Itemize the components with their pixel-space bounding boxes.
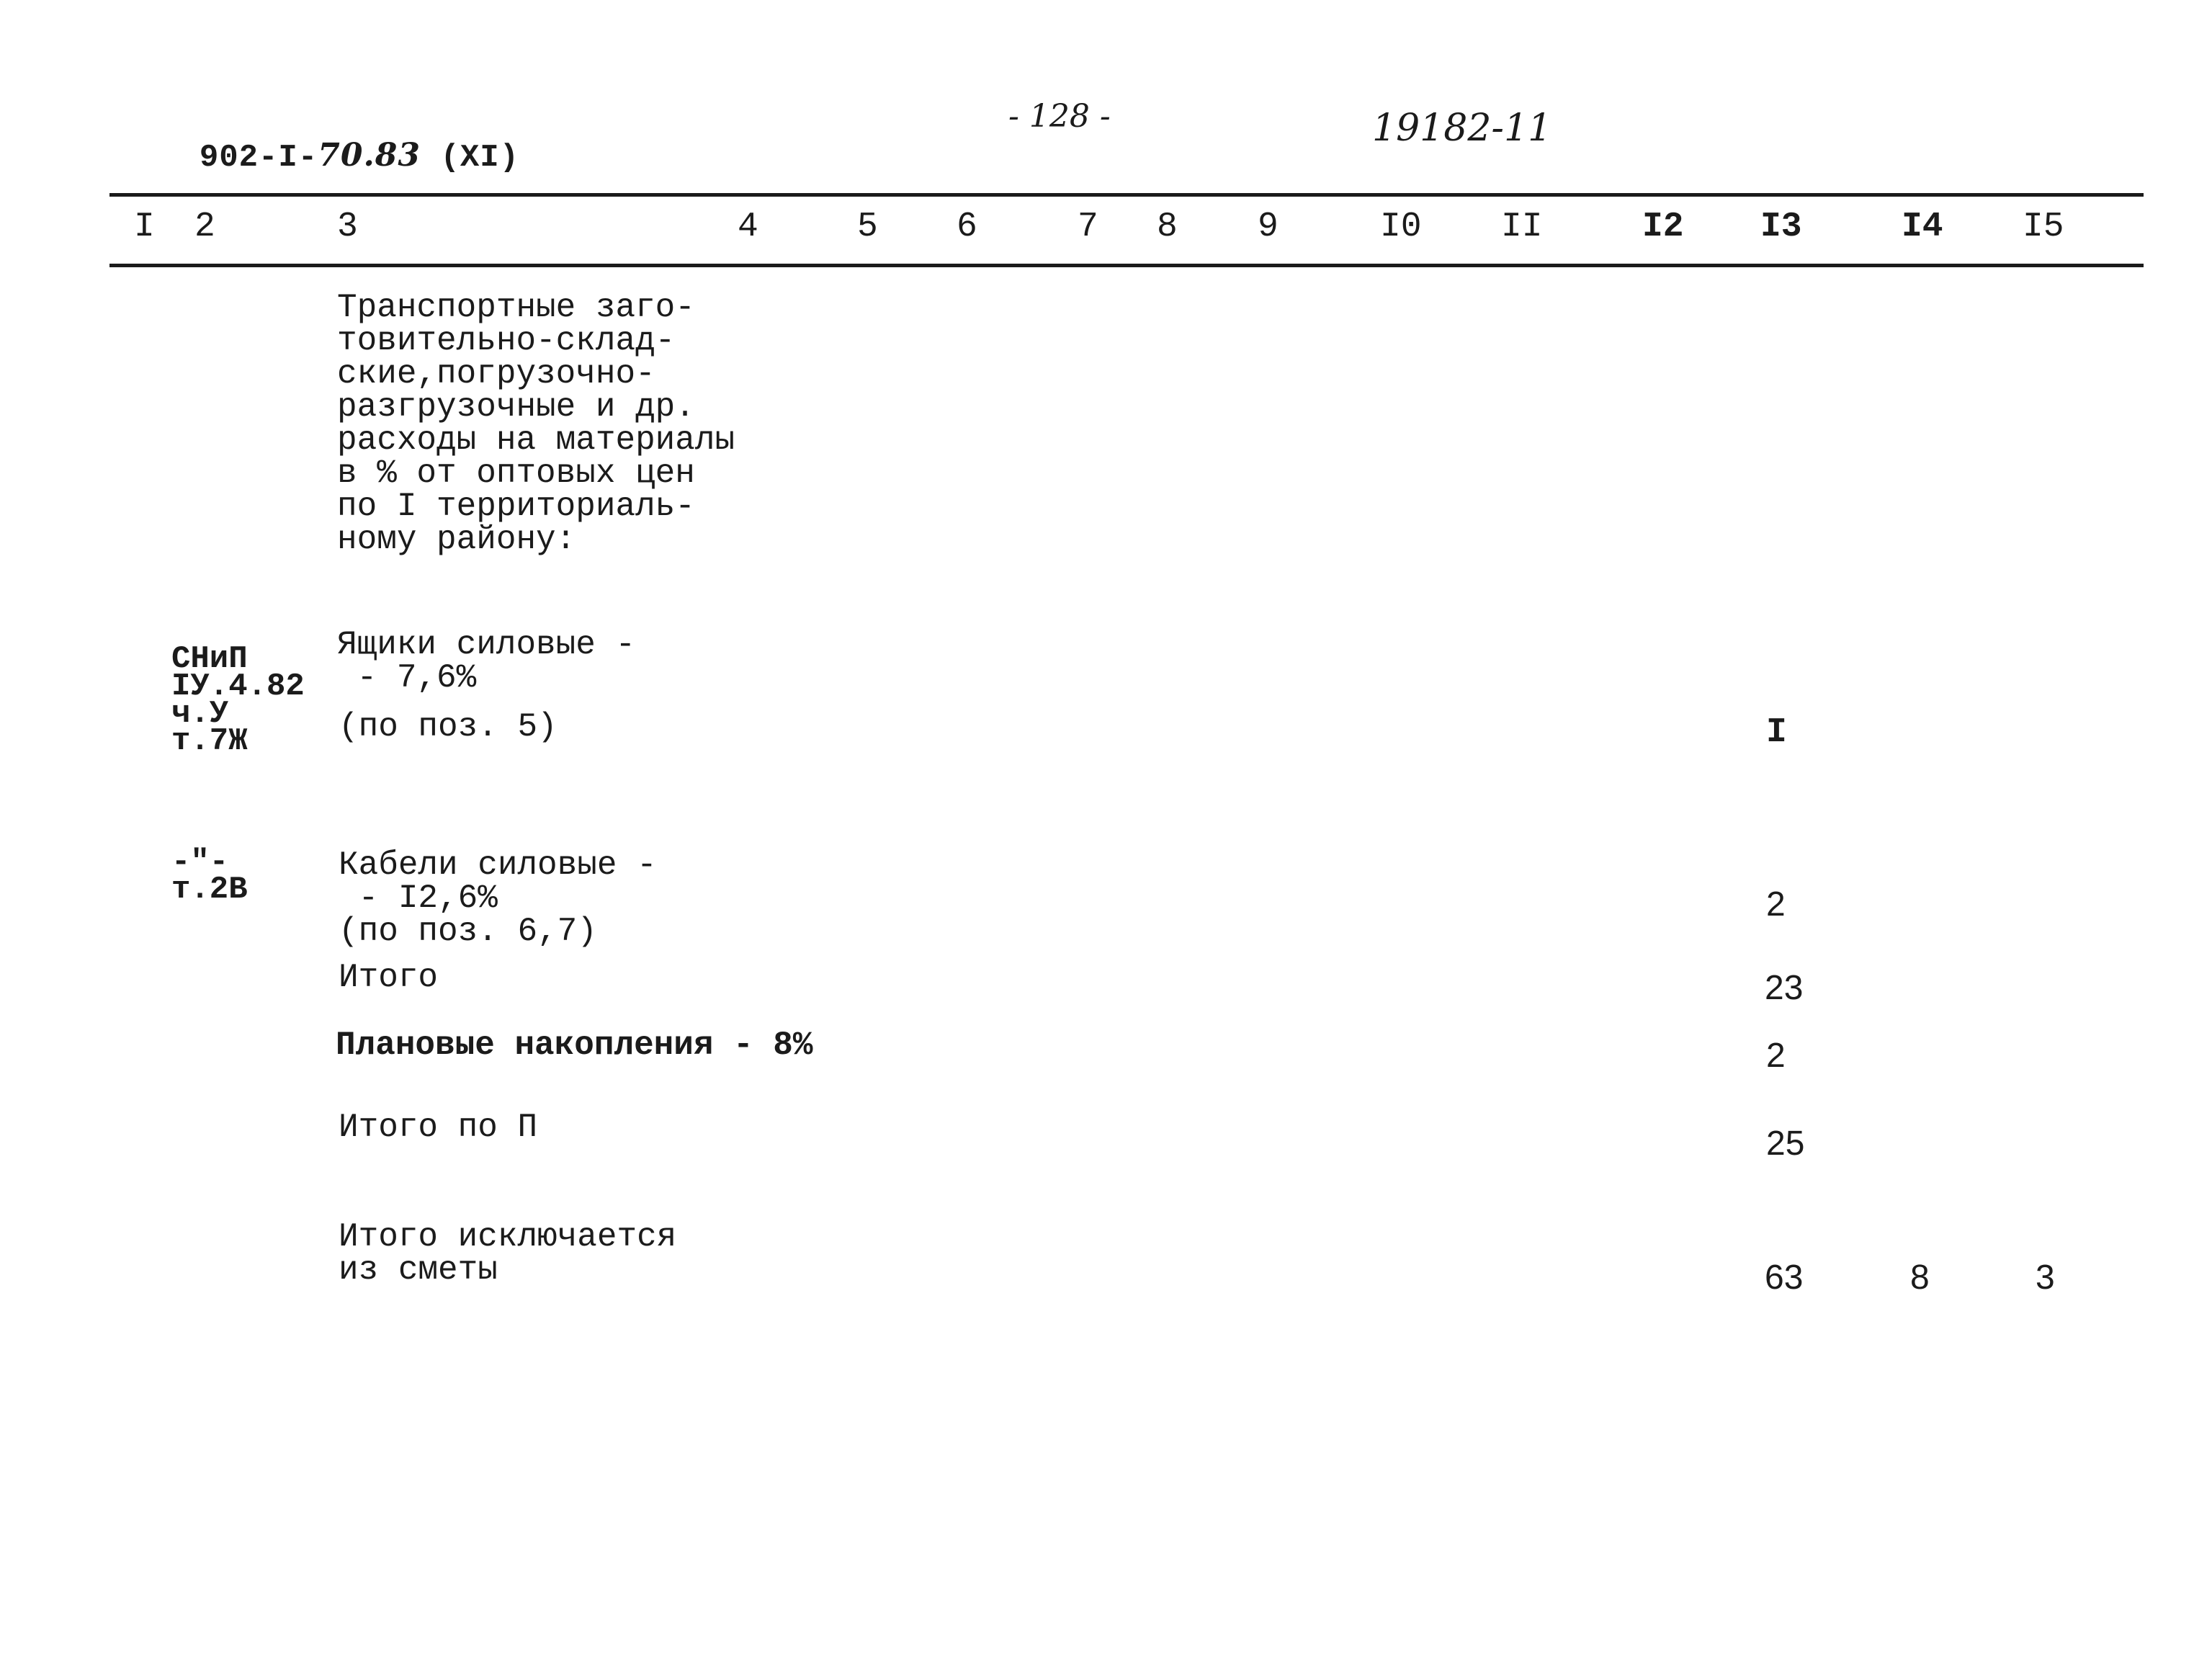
- boxes-col13-value: I: [1766, 713, 1787, 752]
- total-ii-col13-value: 25: [1766, 1124, 1805, 1163]
- subtotal-label: Итого: [339, 959, 439, 996]
- document-code: [160, 101, 519, 176]
- overhead-description: Транспортные заго- товительно-склад- ские,погрузочно- разгрузочные и др. расходы на материалы в % от оптовых цен по I территориаль- ному району:: [337, 289, 735, 558]
- planned-label: Плановые накопления - 8%: [336, 1027, 813, 1064]
- column-number-10: I0: [1380, 207, 1422, 246]
- column-number-11: II: [1501, 207, 1543, 246]
- excluded-col15-value: 3: [2036, 1258, 2055, 1297]
- column-number-3: 3: [337, 207, 358, 246]
- document-part: (XI): [440, 140, 520, 176]
- column-number-7: 7: [1078, 207, 1098, 246]
- column-number-9: 9: [1258, 207, 1279, 246]
- column-number-4: 4: [738, 207, 758, 246]
- column-number-5: 5: [857, 207, 878, 246]
- column-number-8: 8: [1157, 207, 1178, 246]
- column-number-13: I3: [1760, 207, 1802, 246]
- boxes-name: Ящики силовые - - 7,6%: [337, 626, 636, 697]
- boxes-basis: (по поз. 5): [339, 708, 558, 746]
- total-ii-label: Итого по П: [339, 1109, 538, 1146]
- excluded-label: Итого исключается из сметы: [339, 1218, 677, 1289]
- planned-col13-value: 2: [1766, 1037, 1786, 1075]
- table-header-rule: [109, 264, 2144, 267]
- column-number-15: I5: [2023, 207, 2064, 246]
- column-number-1: I: [134, 207, 155, 246]
- column-number-6: 6: [957, 207, 977, 246]
- cables-col13-value: 2: [1766, 885, 1786, 924]
- cables-reference: -"- т.2В: [171, 844, 248, 908]
- column-number-2: 2: [194, 207, 215, 246]
- excluded-col13-value: 63: [1765, 1258, 1804, 1297]
- inventory-number: 19182-11: [1372, 107, 1552, 150]
- cables-name: Кабели силовые - - I2,6% (по поз. 6,7): [339, 846, 657, 950]
- document-code-prefix: 902-I-: [199, 140, 318, 176]
- column-number-12: I2: [1642, 207, 1684, 246]
- column-number-14: I4: [1902, 207, 1943, 246]
- table-top-rule: [109, 193, 2144, 197]
- page-number: - 128 -: [1008, 98, 1111, 135]
- document-code-handwritten: 70.83: [318, 137, 421, 174]
- boxes-reference: СНиП IУ.4.82 ч.У т.7Ж: [171, 641, 305, 759]
- subtotal-col13-value: 23: [1765, 969, 1804, 1007]
- excluded-col14-value: 8: [1910, 1258, 1930, 1297]
